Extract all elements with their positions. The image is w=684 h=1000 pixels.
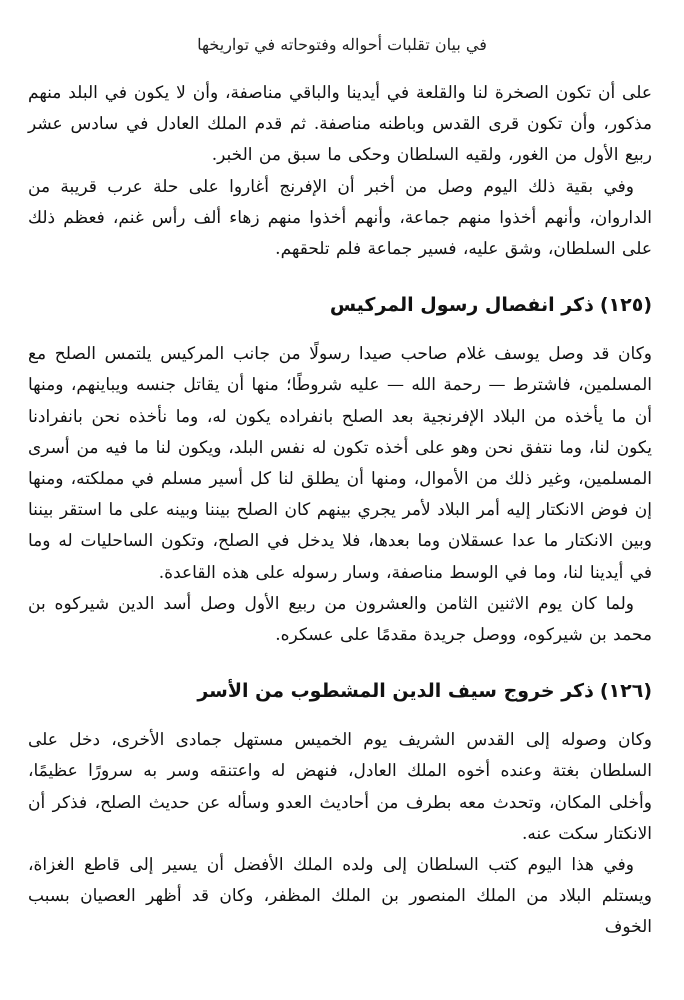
running-header: في بيان تقلبات أحواله وفتوحاته في تواريخها xyxy=(197,35,487,54)
section-number: (١٢٦) xyxy=(599,680,652,703)
section-number: (١٢٥) xyxy=(599,294,652,317)
document-body xyxy=(28,78,652,944)
paragraph: وفي بقية ذلك اليوم وصل من أخبر أن الإفرنج أغاروا على حلة عرب قريبة من الداروان، وأنهم أخذوا منهم جماعة، وأنهم أخذوا منهم زهاء ألف رأس غنم، فعظم ذلك على السلطان، وشق عليه، فسير جماعة فلم تلحقهم. xyxy=(28,176,652,260)
paragraph: ولما كان يوم الاثنين الثامن والعشرون من ربيع الأول وصل أسد الدين شيركوه بن محمد بن شيركوه، ووصل جريدة مقدمًا على عسكره. xyxy=(28,593,652,646)
paragraph: وفي هذا اليوم كتب السلطان إلى ولده الملك الأفضل أن يسير إلى قاطع الغزاة، ويستلم البلاد من الملك المنصور بن الملك المظفر، وكان قد أظهر العصيان بسبب الخوف xyxy=(28,855,652,938)
section-heading-126 xyxy=(28,677,652,705)
paragraph: وكان وصوله إلى القدس الشريف يوم الخميس مستهل جمادى الأخرى، دخل على السلطان بغتة وعنده أخوه الملك العادل، فنهض له واعتنقه وسر به سرورًا عظيمًا، وأخلى المكان، وتحدث معه بطرف من أحاديث العدو وسأله عن حديث الصلح، فذكر أن الانكتار سكت عنه. xyxy=(28,730,652,844)
paragraph: على أن تكون الصخرة لنا والقلعة في أيدينا والباقي مناصفة، وأن لا يكون في البلد منهم مذكور، وأن تكون قرى القدس وباطنه مناصفة. ثم قدم الملك العادل في سادس عشر ربيع الأول من الغور، ولقيه السلطان وحكى ما سبق من الخبر. xyxy=(28,83,652,166)
section-title: ذكر انفصال رسول المركيس xyxy=(329,294,594,317)
section-title: ذكر خروج سيف الدين المشطوب من الأسر xyxy=(197,680,594,703)
paragraph: وكان قد وصل يوسف غلام صاحب صيدا رسولًا من جانب المركيس يلتمس الصلح مع المسلمين، فاشترط — رحمة الله — عليه شروطًا؛ منها أن يقاتل جنسه ويباينهم، ومنها أن ما يأخذه من البلاد الإفرنجية بعد الصلح بانفراده يكون له، وما نأخذه نحن بانفرادنا يكون لنا، وما نتفق نحن وهو على أخذه تكون له نفس البلد، ويكون لنا ما فيه من أسرى المسلمين، وغير ذلك من الأموال، ومنها أن يطلق لنا كل أسير مسلم في مملكته، ومنها إن فوض الانكتار إليه أمر البلاد لأمر يجري بينهم كان الصلح بيننا وبينه على ما استقر بيننا وبين الانكتار ما عدا عسقلان وما بعدها، فلا يدخل في الصلح، وتكون الساحليات له وما في أيدينا لنا، وما في الوسط مناصفة، وسار رسوله على هذه القاعدة. xyxy=(28,344,652,583)
section-heading-125 xyxy=(28,291,652,319)
